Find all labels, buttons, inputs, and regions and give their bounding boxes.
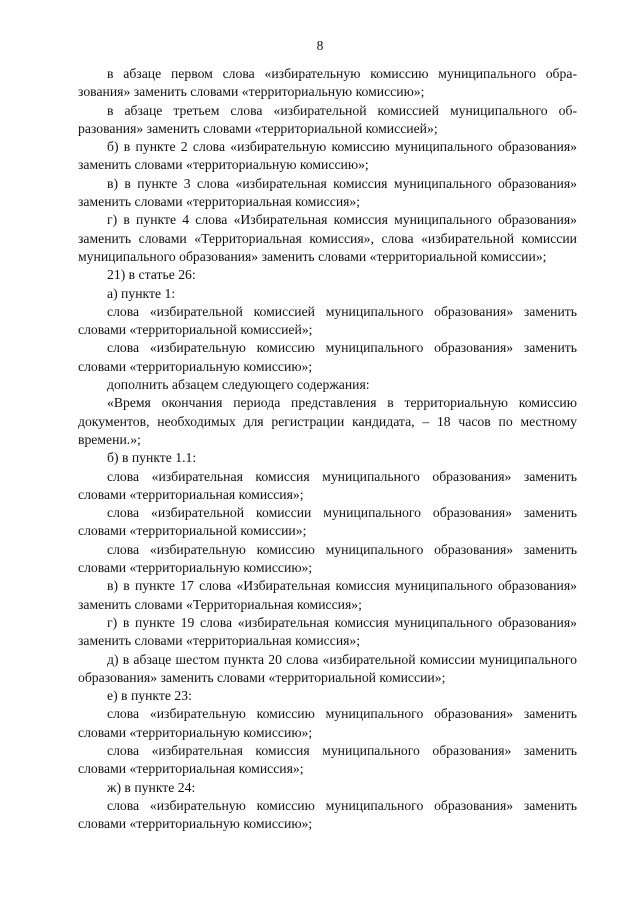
paragraph: слова «избирательную комиссию муниципального образования» заменить словами «территориальную комиссию»; bbox=[78, 706, 577, 740]
paragraph: г) в пункте 4 слова «Избирательная комиссия муниципального образования» заменить словами «Территориальная комиссия», слова «избирательной комиссии муниципального образования» заменить словами «территориальной комиссии»; bbox=[78, 212, 577, 264]
paragraph: дополнить абзацем следующего содержания: bbox=[107, 377, 370, 393]
document-body bbox=[78, 65, 577, 833]
paragraph: 21) в статье 26: bbox=[107, 267, 196, 283]
paragraph: слова «избирательная комиссия муниципального образования» заменить словами «территориальная комиссия»; bbox=[78, 742, 577, 777]
paragraph: слова «избирательная комиссия муниципального образования» заменить словами «территориальная комиссия»; bbox=[78, 468, 577, 502]
paragraph: д) в абзаце шестом пункта 20 слова «избирательной комиссии муниципального образования» заменить словами «территориальной комиссии»; bbox=[78, 651, 577, 685]
paragraph: слова «избирательной комиссии муниципального образования» заменить словами «территориальной комиссии»; bbox=[78, 505, 577, 539]
paragraph: в абзаце третьем слова «избирательной комиссией муниципального образования» заменить словами «территориальной комиссией»; bbox=[78, 102, 577, 136]
paragraph: в) в пункте 3 слова «избирательная комиссия муниципального образования» заменить словами «территориальная комиссия»; bbox=[78, 175, 577, 210]
paragraph: слова «избирательной комиссией муниципального образования» заменить словами «территориальной комиссией»; bbox=[78, 303, 577, 338]
paragraph: г) в пункте 19 слова «избирательная комиссия муниципального образования» заменить словами «территориальная комиссия»; bbox=[78, 614, 577, 649]
paragraph: б) в пункте 1.1: bbox=[107, 450, 197, 466]
paragraph: слова «избирательную комиссию муниципального образования» заменить словами «территориальную комиссию»; bbox=[78, 340, 577, 374]
paragraph: в) в пункте 17 слова «Избирательная комиссия муниципального образования» заменить словами «Территориальная комиссия»; bbox=[78, 578, 577, 612]
page-number: 8 bbox=[316, 38, 324, 53]
paragraph: слова «избирательную комиссию муниципального образования» заменить словами «территориальную комиссию»; bbox=[78, 797, 577, 832]
paragraph: «Время окончания периода представления в территориальную комиссию документов, необходимых для регистрации кандидата, – 18 часов по местному времени.»; bbox=[78, 395, 577, 447]
paragraph: в абзаце первом слова «избирательную комиссию муниципального образования» заменить словами «территориальную комиссию»; bbox=[78, 66, 577, 100]
paragraph: а) пункте 1: bbox=[107, 285, 176, 301]
paragraph: слова «избирательную комиссию муниципального образования» заменить словами «территориальную комиссию»; bbox=[78, 541, 577, 576]
paragraph: б) в пункте 2 слова «избирательную комиссию муниципального образования» заменить словами «территориальную комиссию»; bbox=[78, 139, 577, 173]
paragraph: е) в пункте 23: bbox=[107, 688, 192, 704]
paragraph: ж) в пункте 24: bbox=[107, 779, 196, 795]
